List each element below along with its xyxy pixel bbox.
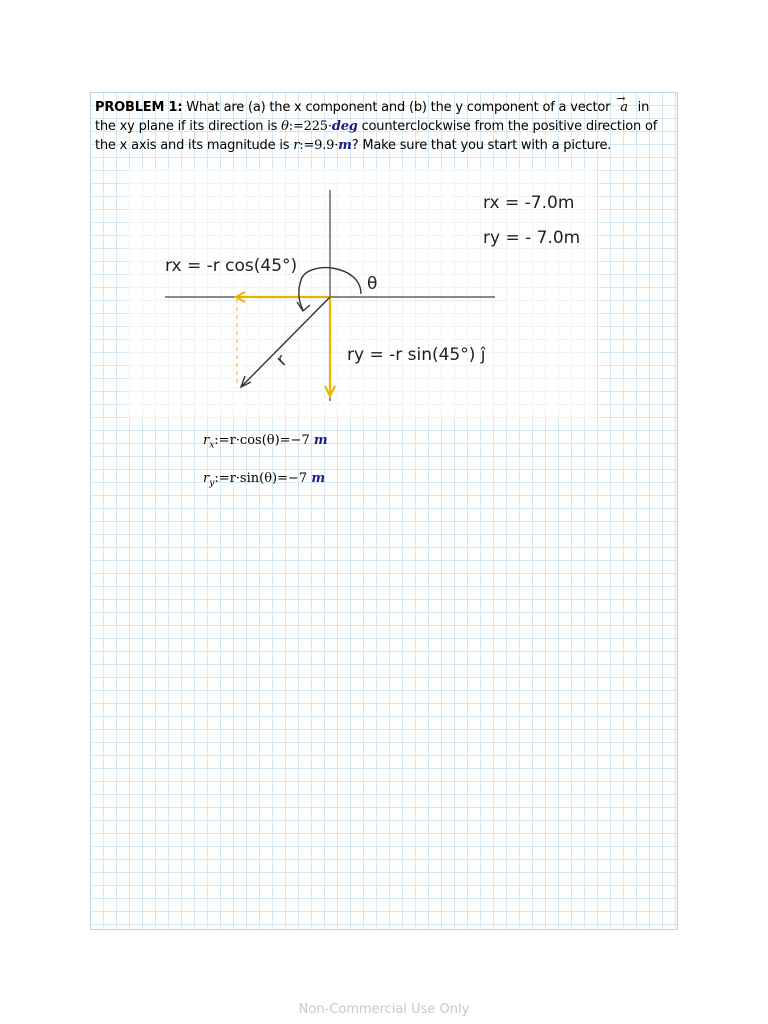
r-vector-label: r (272, 350, 292, 371)
ry-result: ry = - 7.0m (483, 228, 581, 248)
rx-sub: x (209, 440, 215, 451)
r-definition (293, 138, 351, 153)
problem-text-3: counterclockwise from the positive direction of the x axis and its magnitude is (95, 119, 658, 153)
multiply-dot: · (334, 138, 339, 153)
rx-var: r (203, 433, 210, 448)
problem-text-4: ? Make sure that you start with a picture. (351, 138, 612, 153)
problem-text-1: What are (a) the x component and (b) the y component of a vector (182, 100, 615, 115)
vector-a-symbol: a (620, 100, 628, 115)
ry-expression: :=r·sin(θ)=−7 (214, 471, 308, 486)
ry-equation (203, 471, 325, 489)
hand-drawn-sketch (127, 168, 597, 418)
rx-result: rx = -7.0m (483, 193, 575, 213)
r-unit: m (338, 138, 352, 153)
theta-value: 225 (303, 119, 328, 134)
ry-sub: y (209, 478, 215, 489)
r-value: 9.9 (314, 138, 335, 153)
ry-formula: ry = -r sin(45°) ĵ (347, 345, 486, 365)
rx-formula: rx = -r cos(45°) (165, 256, 298, 276)
ry-var: r (203, 471, 210, 486)
ry-unit: m (311, 471, 326, 486)
vector-a (614, 92, 634, 117)
footer-watermark: Non-Commercial Use Only (298, 1002, 470, 1017)
rx-equation (203, 433, 328, 451)
rx-expression: :=r·cos(θ)=−7 (214, 433, 310, 448)
multiply-dot: · (327, 119, 332, 134)
r-symbol: r (293, 138, 300, 153)
vector-arrow-icon: → (616, 92, 626, 105)
vector-diagram (127, 168, 597, 418)
theta-symbol: θ (281, 119, 289, 134)
problem-label: PROBLEM 1: (95, 100, 183, 115)
theta-definition (281, 119, 358, 134)
theta-arc-arrowhead-icon (297, 302, 310, 311)
problem-text-2: in the xy plane if its direction is (95, 100, 650, 134)
assign-operator: := (288, 119, 304, 134)
assign-operator: := (299, 138, 315, 153)
r-vector (242, 297, 330, 386)
rx-unit: m (313, 433, 328, 448)
theta-unit: deg (331, 119, 358, 134)
problem-statement (95, 92, 665, 155)
theta-label: θ (367, 274, 378, 294)
